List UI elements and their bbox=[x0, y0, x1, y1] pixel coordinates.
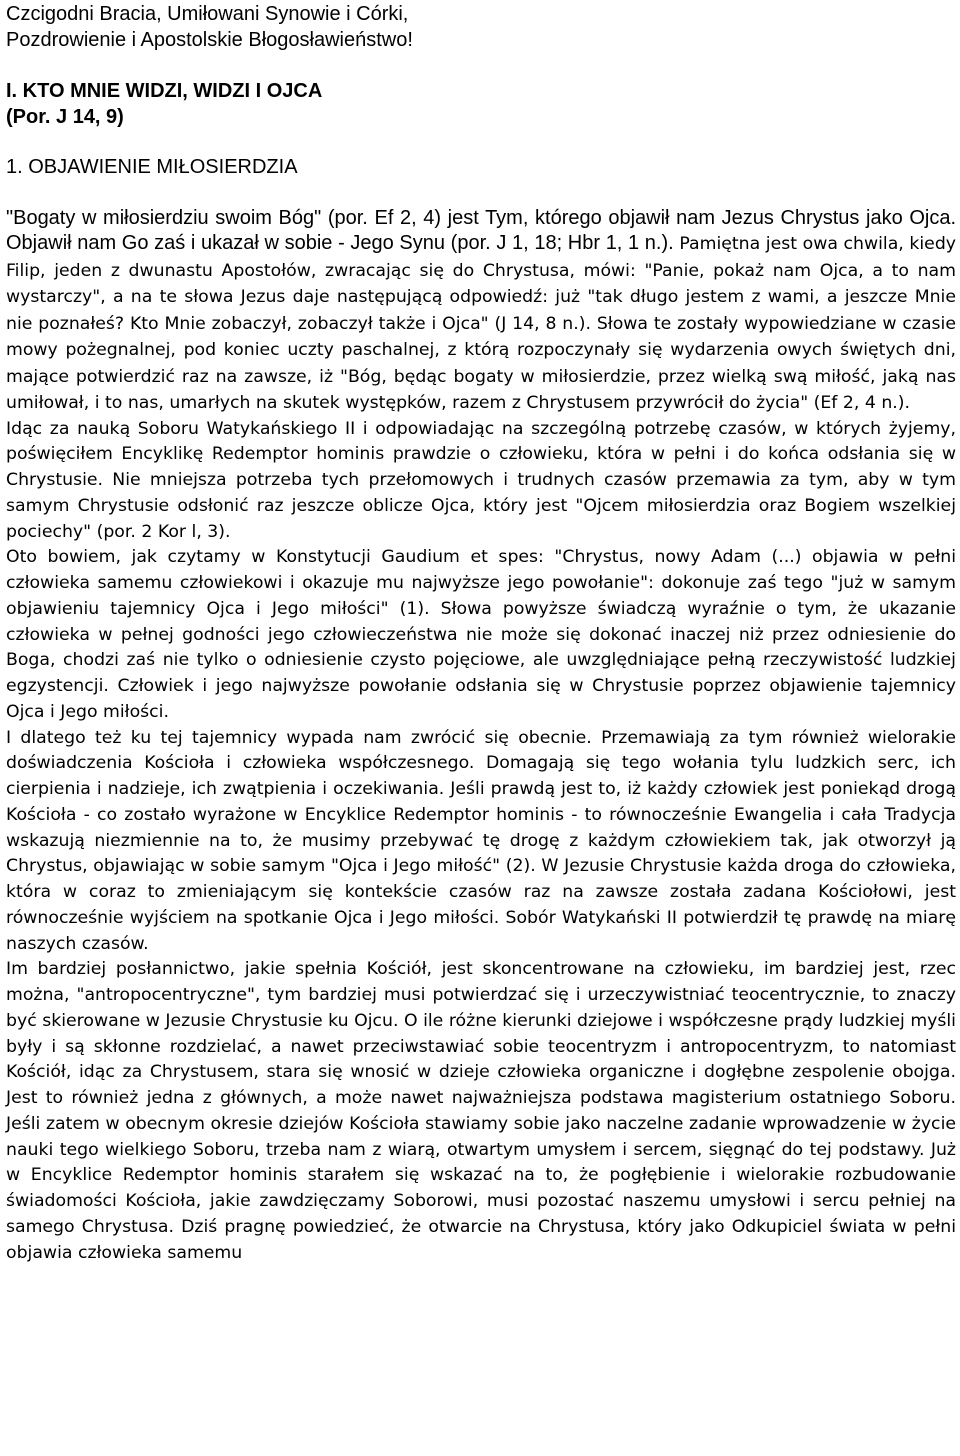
paragraph-5: Im bardziej posłannictwo, jakie spełnia Kościół, jest skoncentrowane na człowieku, im bardziej jest, rzec można, "antropocentryczne", tym bardziej musi potwierdzać się i urzeczywistniać teocentrycznie, to znaczy być skierowane w Jezusie Chrystusie ku Ojcu. O ile różne kierunki dziejowe i współczesne prądy ludzkiej myśli były i są skłonne rozdzielać, a nawet przeciwstawiać sobie teocentryzm i antropocentryzm, to natomiast Kościół, idąc za Chrystusem, stara się wnosić w dzieje człowieka organiczne i dogłębne zespolenie obojga. Jest to również jedna z głównych, a może nawet najważniejsza podstawa magisterium ostatniego Soboru. Jeśli zatem w obecnym okresie dziejów Kościoła stawiamy sobie jako naczelne zadanie wprowadzenie w życie nauki tego wielkiego Soboru, trzeba nam z wiarą, otwartym umysłem i sercem, sięgnąć do tej podstawy. Już w Encyklice Redemptor hominis starałem się wskazać na to, że pogłębienie i wielorakie rozbudowanie świadomości Kościoła, jakie zawdzięczamy Soborowi, musi pozostać naszemu umysłowi i sercu pełniej na samego Chrystusa. Dziś pragnę powiedzieć, że otwarcie na Chrystusa, który jako Odkupiciel świata w pełni objawia człowieka samemu bbox=[6, 959, 956, 1263]
paragraph-2: Idąc za nauką Soboru Watykańskiego II i odpowiadając na szczególną potrzebę czasów, w których żyjemy, poświęciłem Encyklikę Redemptor hominis prawdzie o człowieku, która w pełni i do końca odsłania się w Chrystusie. Nie mniejsza potrzeba tych przełomowych i trudnych czasów przemawia za tym, aby w tym samym Chrystusie odsłonić raz jeszcze oblicze Ojca, który jest "Ojcem miłosierdzia oraz Bogiem wszelkiej pociechy" (por. 2 Kor l, 3). bbox=[6, 418, 956, 542]
chapter-title-line-1: I. KTO MNIE WIDZI, WIDZI I OJCA bbox=[6, 80, 323, 102]
paragraph-4: I dlatego też ku tej tajemnicy wypada nam zwrócić się obecnie. Przemawiają za tym również wielorakie doświadczenia Kościoła i człowieka współczesnego. Domagają się tego wołania tylu ludzkich serc, ich cierpienia i nadzieje, ich zwątpienia i oczekiwania. Jeśli prawdą jest to, iż każdy człowiek jest poniekąd drogą Kościoła - co zostało wyrażone w Encyklice Redemptor hominis - to równocześnie Ewangelia i cała Tradycja wskazują niezmiennie na to, że musimy przebywać tę drogę z każdym człowiekiem tak, jak otworzył ją Chrystus, objawiając w sobie samym "Ojca i Jego miłość" (2). W Jezusie Chrystusie każda droga do człowieka, która w coraz to zmieniającym się kontekście czasów raz na zawsze została zadana Kościołowi, jest równocześnie wyjściem na spotkanie Ojca i Jego miłości. Sobór Watykański II potwierdził tę prawdę na miarę naszych czasów. bbox=[6, 727, 956, 954]
greeting-line-2: Pozdrowienie i Apostolskie Błogosławieństwo! bbox=[6, 28, 413, 51]
header-block bbox=[6, 2, 956, 417]
intro-paragraph bbox=[6, 206, 956, 417]
paragraph-3: Oto bowiem, jak czytamy w Konstytucji Gaudium et spes: "Chrystus, nowy Adam (...) objawia w pełni człowieka samemu człowiekowi i okazuje mu najwyższe jego powołanie": dokonuje zaś tego "już w samym objawieniu tajemnicy Ojca i Jego miłości" (1). Słowa powyższe świadczą wyraźnie o tym, że ukazanie człowieka w pełnej godności jego człowieczeństwa nie może się dokonać inaczej niż przez odniesienie do Boga, chodzi zaś nie tylko o odniesienie czysto pojęciowe, ale uwzględniające pełną rzeczywistość ludzkiej egzystencji. Człowiek i jego najwyższe powołanie odsłania się w Chrystusie poprzez objawienie tajemnicy Ojca i Jego miłości. bbox=[6, 547, 956, 722]
section-title: 1. OBJAWIENIE MIŁOSIERDZIA bbox=[6, 156, 298, 178]
paragraph-1-inline: Pamiętna jest owa chwila, kiedy Filip, jeden z dwunastu Apostołów, zwracając się do Chrystusa, mówi: "Panie, pokaż nam Ojca, a to nam wystarczy", a na te słowa Jezus daje następującą odpowiedź: już "tak długo jestem z wami, a jeszcze Mnie nie poznałeś? Kto Mnie zobaczył, zobaczył także i Ojca" (J 14, 8 n.). Słowa te zostały wypowiedziane w czasie mowy pożegnalnej, pod koniec uczty paschalnej, z którą rozpoczynały się wydarzenia owych świętych dni, mające potwierdzić raz na zawsze, iż "Bóg, będąc bogaty w miłosierdzie, przez wielką swą miłość, jaką nas umiłował, i to nas, umarłych na skutek występków, razem z Chrystusem przywrócił do życia" (Ef 2, 4 n.). bbox=[6, 234, 957, 413]
body-text bbox=[6, 417, 956, 1267]
greeting-line-1: Czcigodni Bracia, Umiłowani Synowie i Córki, bbox=[6, 3, 409, 25]
chapter-title-line-2: (Por. J 14, 9) bbox=[6, 105, 124, 128]
intro-text: "Bogaty w miłosierdziu swoim Bóg" (por. Ef 2, 4) jest Tym, którego objawił nam Jezus Chrystus jako Ojca. Objawił nam Go zaś i ukazał w sobie - Jego Synu (por. J 1, 18; Hbr 1, 1 n.). bbox=[6, 206, 956, 254]
document-page bbox=[6, 2, 956, 1266]
